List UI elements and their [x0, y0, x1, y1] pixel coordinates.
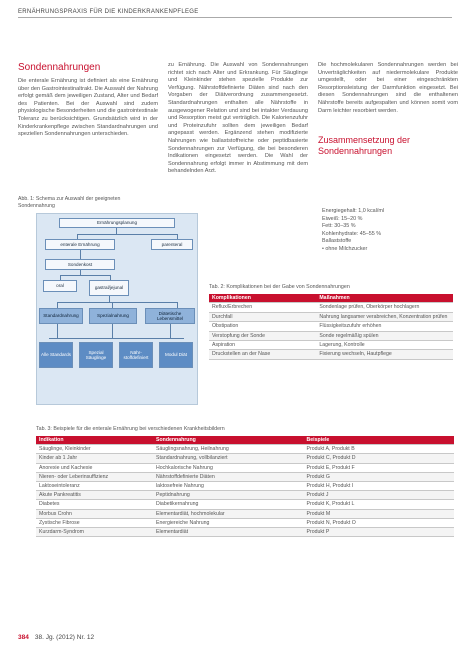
- table-row: [209, 341, 453, 350]
- table-row: [209, 322, 453, 331]
- running-head: ERNÄHRUNGSPRAXIS FÜR DIE KINDERKRANKENPFLEGE: [18, 9, 452, 18]
- diagram-node-module: Modul Diät: [159, 342, 193, 368]
- page-footer: [18, 634, 94, 641]
- table-cell: Produkt P: [304, 528, 455, 537]
- table3-caption: Tab. 3: Beispiele für die enterale Ernährung bei verschiedenen Krankheitsbildern: [36, 426, 225, 432]
- table-cell: Säuglinge, Kleinkinder: [36, 445, 153, 454]
- right-paragraph: Die hochmolekularen Sondennahrungen werden bei Unverträglichkeiten auf niedermolekulare Produkte umgestellt, oder bei einer eingeschränkten Resorptionsleistung der Darmfunktion eingesetzt. Bei diesen Sondennahrungen sind die enthaltenen Nährstoffe bereits aufgespalten und können somit vom Darm leichter resorbiert werden.: [318, 62, 458, 114]
- table-row: [36, 491, 454, 500]
- diagram-node-sondenkost: Sondenkost: [45, 259, 115, 270]
- table-cell: Flüssigkeitszufuhr erhöhen: [316, 322, 453, 331]
- diagram-node-special: Spezialnahrung: [89, 308, 137, 324]
- composition-item: Energiegehalt: 1,0 kcal/ml: [322, 208, 385, 214]
- diagram-node-infant: Spezial Säuglinge: [79, 342, 113, 368]
- table-header-cell: Komplikationen: [209, 294, 316, 303]
- left-column-text: [18, 78, 158, 188]
- table-header-cell: Maßnahmen: [316, 294, 453, 303]
- diagram-node-standard: Standardnahrung: [39, 308, 83, 324]
- diagram-node-enteral: enterale Ernährung: [45, 239, 115, 250]
- table-cell: Zystische Fibrose: [36, 518, 153, 527]
- table-row: [36, 518, 454, 527]
- table-cell: Laktoseintoleranz: [36, 482, 153, 491]
- table-cell: Anorexie und Kachexie: [36, 463, 153, 472]
- table-cell: Verstopfung der Sonde: [209, 331, 316, 340]
- table-header-row: [36, 436, 454, 445]
- table-cell: Säuglingsnahrung, Heilnahrung: [153, 445, 303, 454]
- table-row: [209, 303, 453, 312]
- issue-info: 38. Jg. (2012) Nr. 12: [34, 634, 95, 641]
- table-cell: Diabetikernahrung: [153, 500, 303, 509]
- composition-heading: Zusammensetzung der Sondennahrungen: [318, 135, 411, 156]
- table-cell: Produkt H, Produkt I: [304, 482, 455, 491]
- table-header-cell: Beispiele: [304, 436, 455, 445]
- table-header-cell: Sondennahrung: [153, 436, 303, 445]
- diagram-node-dietetic: Diätetische Lebensmittel: [145, 308, 195, 324]
- composition-item: Fett: 30–35 %: [322, 223, 356, 230]
- diagram-node-parenteral: parenteral: [151, 239, 193, 250]
- table-cell: Produkt N, Produkt O: [304, 518, 455, 527]
- table2-caption: Tab. 2: Komplikationen bei der Gabe von Sondennahrungen: [209, 284, 350, 290]
- table-cell: Produkt G: [304, 472, 455, 481]
- table-row: [209, 350, 453, 359]
- table-row: [36, 454, 454, 463]
- table-cell: Nahrung langsamer verabreichen, Konzentration prüfen: [316, 312, 453, 321]
- figure-caption: Abb. 1: Schema zur Auswahl der geeigneten Sondennahrung: [18, 196, 121, 209]
- section-heading: Sondennahrungen: [18, 62, 101, 73]
- table-cell: Aspiration: [209, 341, 316, 350]
- composition-list: [322, 208, 452, 254]
- table-cell: Obstipation: [209, 322, 316, 331]
- table-cell: Sondenlage prüfen, Oberkörper hochlagern: [316, 303, 453, 312]
- left-paragraph: Die enterale Ernährung ist definiert als eine Ernährung über den Gastrointestinaltrakt. Die Auswahl der Nahrung erfolgt gemäß dem jeweiligen Zustand, Alter und Bedarf des Patienten. Bei der Auswahl sind zudem physiologische Besonderheiten und die gastrointestinale Toleranz zu berücksichtigen. Grundsätzlich wird in der Kinderkrankenpflege zwischen Standardnahrungen und speziellen Sondennahrungen unterschieden.: [18, 78, 158, 138]
- right-column-text: [318, 62, 458, 132]
- diagram-node-nutrient-defined: Nähr-stoffdefiniert: [119, 342, 153, 368]
- table-cell: Akute Pankreatitis: [36, 491, 153, 500]
- table-row: [209, 312, 453, 321]
- diagram-node-top: Ernährungsplanung: [59, 218, 175, 228]
- table-cell: Nieren- oder Leberinsuffizienz: [36, 472, 153, 481]
- table-row: [36, 528, 454, 537]
- middle-paragraph: zu Ernährung. Die Auswahl von Sondennahrungen richtet sich nach Alter und Erkrankung. Für Säuglinge und Kleinkinder stehen spezielle Produkte zur Verfügung. Nährstoffdefinierte Diäten sind nach den Vorgaben der Diätverordnung zusammengesetzt. Standardnahrungen enthalten alle Nährstoffe in ausgewogener Relation und sind bei intakter Verdauung und Resorption meist gut verträglich. Die Kalorienzufuhr und Proteinzufuhr sollten dem jeweiligen Bedarf angepasst werden. Ergänzend stehen modifizierte Nahrungen wie ballaststoffreiche oder peptidbasierte Sondennahrungen zur Verfügung, die bei besonderen Indikationen eingesetzt werden. Die Wahl der Sondennahrung erfolgt immer in Abstimmung mit dem behandelnden Arzt.: [168, 62, 308, 175]
- table-cell: Reflux/Erbrechen: [209, 303, 316, 312]
- page-number: 384: [18, 634, 29, 641]
- complications-table: [209, 294, 453, 360]
- diagram-node-gastral: gastral/jejunal: [89, 280, 129, 296]
- composition-item: • ohne Milchzucker: [322, 245, 368, 252]
- table-cell: Fixierung wechseln, Hautpflege: [316, 350, 453, 359]
- table-cell: Produkt E, Produkt F: [304, 463, 455, 472]
- table-cell: Kurzdarm-Syndrom: [36, 528, 153, 537]
- indications-table: [36, 436, 454, 537]
- selection-diagram: [36, 213, 198, 405]
- table-cell: Diabetes: [36, 500, 153, 509]
- composition-item: Eiweiß: 15–20 %: [322, 215, 363, 222]
- table-cell: Peptidnahrung: [153, 491, 303, 500]
- table-row: [36, 509, 454, 518]
- table-row: [36, 482, 454, 491]
- diagram-node-oral: oral: [43, 280, 77, 292]
- table-cell: laktosefreie Nahrung: [153, 482, 303, 491]
- table-cell: Standardnahrung, vollbilanziert: [153, 454, 303, 463]
- table-row: [209, 331, 453, 340]
- table-cell: Produkt J: [304, 491, 455, 500]
- table-row: [36, 445, 454, 454]
- composition-item: Kohlenhydrate: 45–55 %: [322, 230, 382, 237]
- table-cell: Produkt A, Produkt B: [304, 445, 455, 454]
- table-row: [36, 472, 454, 481]
- table-cell: Sonde regelmäßig spülen: [316, 331, 453, 340]
- table-cell: Produkt M: [304, 509, 455, 518]
- table-cell: Druckstellen an der Nase: [209, 350, 316, 359]
- table-header-cell: Indikation: [36, 436, 153, 445]
- table-cell: Elementardiät: [153, 528, 303, 537]
- table-cell: Produkt C, Produkt D: [304, 454, 455, 463]
- table-row: [36, 500, 454, 509]
- composition-item: Ballaststoffe: [322, 238, 352, 245]
- table-cell: Durchfall: [209, 312, 316, 321]
- table-cell: Morbus Crohn: [36, 509, 153, 518]
- table-cell: Kinder ab 1 Jahr: [36, 454, 153, 463]
- table-cell: Produkt K, Produkt L: [304, 500, 455, 509]
- table-cell: Elementardiät, hochmolekular: [153, 509, 303, 518]
- table-cell: Lagerung, Kontrolle: [316, 341, 453, 350]
- table-cell: Hochkalorische Nahrung: [153, 463, 303, 472]
- table-cell: Nährstoffdefinierte Diäten: [153, 472, 303, 481]
- diagram-node-all-standard: Alle Standards: [39, 342, 73, 368]
- table-cell: Energiereiche Nahrung: [153, 518, 303, 527]
- table-row: [36, 463, 454, 472]
- table-header-row: [209, 294, 453, 303]
